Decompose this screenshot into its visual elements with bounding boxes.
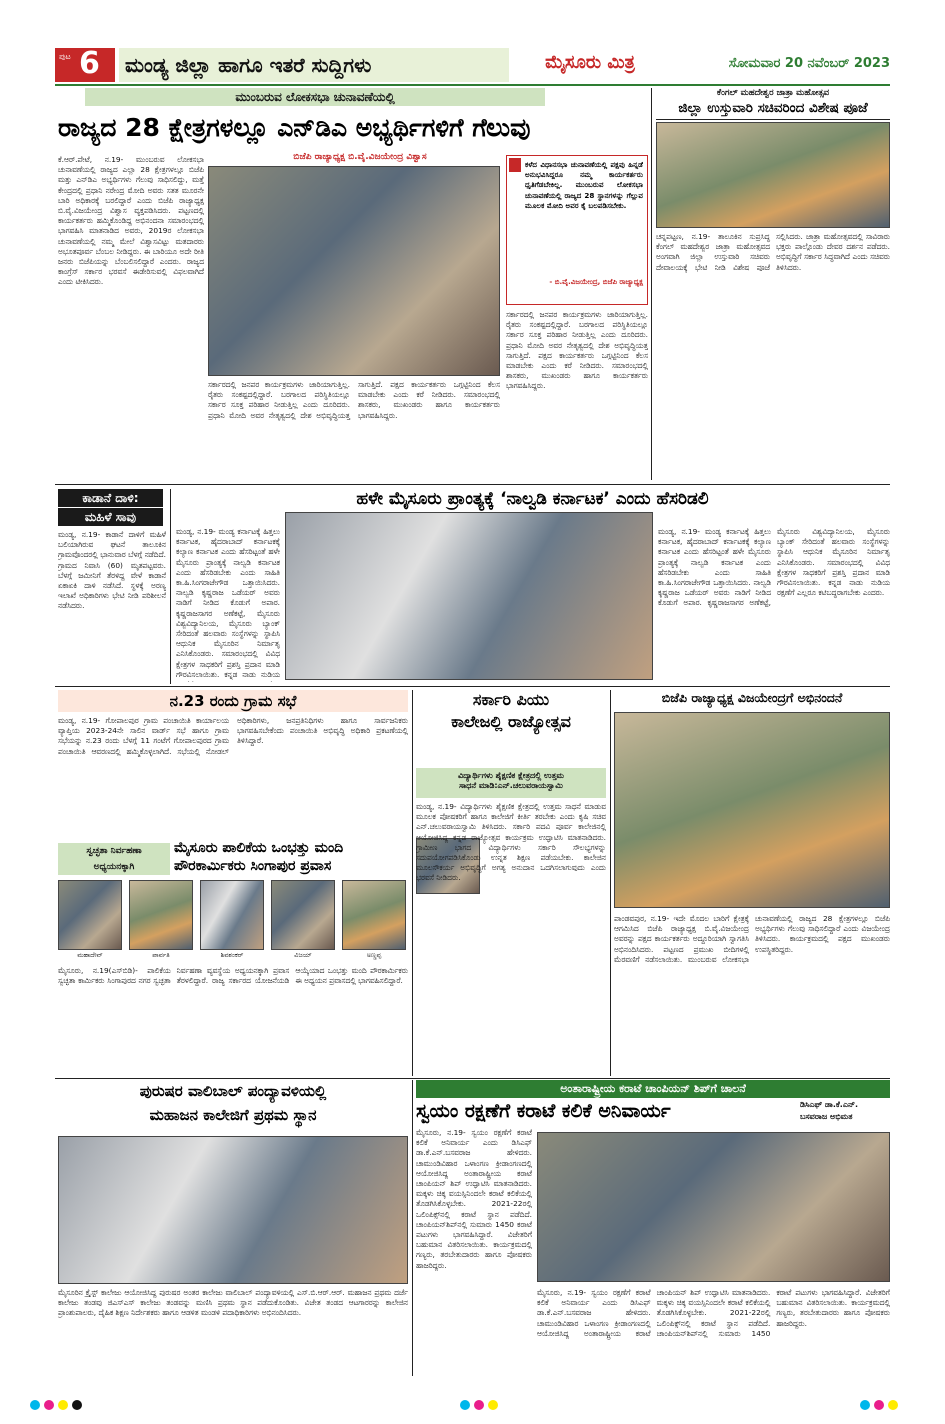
right-top-headline: ಜಿಲ್ಲಾ ಉಸ್ತುವಾರಿ ಸಚಿವರಿಂದ ವಿಶೇಷ ಪೂಜೆ <box>656 100 890 120</box>
portrait-photo <box>129 880 193 950</box>
registration-mark <box>474 1400 484 1410</box>
registration-mark <box>874 1400 884 1410</box>
story5-headline-2: ಕಾಲೇಜಲ್ಲಿ ರಾಜ್ಯೋತ್ಸವ <box>451 712 571 731</box>
story6-photo <box>614 712 890 908</box>
registration-mark <box>460 1400 470 1410</box>
story4-headline-1: ಮೈಸೂರು ಪಾಲಿಕೆಯ ಒಂಭತ್ತು ಮಂದಿ <box>174 840 344 856</box>
divider <box>651 88 652 480</box>
story5-kicker-2: ಸಾಧನೆ ಮಾಡಿ:ಎನ್.ಚಲುವರಾಯಸ್ವಾಮಿ <box>459 781 563 790</box>
story5-body: ಮಂಡ್ಯ, ನ.19- ವಿದ್ಯಾರ್ಥಿಗಳು ಶೈಕ್ಷಣಿಕ ಕ್ಷೇತ್ರದಲ್ಲಿ ಉತ್ತಮ ಸಾಧನೆ ಮಾಡುವ ಮೂಲಕ ಪೋಷಕರಿಗೆ ಹಾಗೂ ಕಾಲೇಜಿಗೆ ಕೀರ್ತಿ ತರಬೇಕು ಎಂದು ಕೃಷಿ ಸಚಿವ ಎನ್.ಚಲುವರಾಯಸ್ವಾಮಿ ತಿಳಿಸಿದರು. ಸರ್ಕಾರಿ ಪದವಿ ಪೂರ್ವ ಕಾಲೇಜಿನಲ್ಲಿ ಆಯೋಜಿಸಿದ್ದ ಕನ್ನಡ ರಾಜ್ಯೋತ್ಸವ ಕಾರ್ಯಕ್ರಮ ಉದ್ಘಾಟಿಸಿ ಮಾತನಾಡಿದರು. ಗ್ರಾಮೀಣ ಭಾಗದ ವಿದ್ಯಾರ್ಥಿಗಳು ಸರ್ಕಾರಿ ಸೌಲಭ್ಯಗಳನ್ನು ಸದುಪಯೋಗಪಡಿಸಿಕೊಂಡು ಉನ್ನತ ಶಿಕ್ಷಣ ಪಡೆಯಬೇಕು. ಕಾಲೇಜಿನ ಮೂಲಸೌಕರ್ಯ ಅಭಿವೃದ್ಧಿಗೆ ಅಗತ್ಯ ಅನುದಾನ ಒದಗಿಸಲಾಗುವುದು ಎಂದು ಭರವಸೆ ನೀಡಿದರು. <box>416 802 606 883</box>
portrait-caption: ಅಣ್ಣಪ್ಪ <box>366 951 382 959</box>
story7-body: ಮೈಸೂರಿನ ಕ್ರೈಸ್ಟ್ ಕಾಲೇಜು ಆಯೋಜಿಸಿದ್ದ ಪುರುಷರ ಅಂತರ ಕಾಲೇಜು ವಾಲಿಬಾಲ್ ಪಂದ್ಯಾವಳಿಯಲ್ಲಿ ಎಸ್.ಬಿ.ಆರ್.ಆರ್. ಮಹಾಜನ ಪ್ರಥಮ ದರ್ಜೆ ಕಾಲೇಜು ತಂಡವು ಜಿಎಸ್‌ಎಸ್ ಕಾಲೇಜು ತಂಡವನ್ನು ಮಣಿಸಿ ಪ್ರಥಮ ಸ್ಥಾನ ಪಡೆದುಕೊಂಡಿತು. ವಿಜೇತ ತಂಡದ ಆಟಗಾರರನ್ನು ಕಾಲೇಜಿನ ಪ್ರಾಂಶುಪಾಲರು, ದೈಹಿಕ ಶಿಕ್ಷಣ ನಿರ್ದೇಶಕರು ಹಾಗೂ ಆಡಳಿತ ಮಂಡಳಿ ಪದಾಧಿಕಾರಿಗಳು ಅಭಿನಂದಿಸಿದರು. <box>58 1288 408 1318</box>
story6-body: ಪಾಂಡವಪುರ, ನ.19- ಇದೇ ಮೊದಲ ಬಾರಿಗೆ ಕ್ಷೇತ್ರಕ್ಕೆ ಆಗಮಿಸಿದ ಬಿಜೆಪಿ ರಾಜ್ಯಾಧ್ಯಕ್ಷ ಬಿ.ವೈ.ವಿಜಯೇಂದ್ರ ಅವರನ್ನು ಪಕ್ಷದ ಕಾರ್ಯಕರ್ತರು ಅದ್ದೂರಿಯಾಗಿ ಸ್ವಾಗತಿಸಿ ಅಭಿನಂದಿಸಿದರು. ಪಟ್ಟಣದ ಪ್ರಮುಖ ಬೀದಿಗಳಲ್ಲಿ ಮೆರವಣಿಗೆ ನಡೆಸಲಾಯಿತು. ಮುಂಬರುವ ಲೋಕಸಭಾ ಚುನಾವಣೆಯಲ್ಲಿ ರಾಜ್ಯದ 28 ಕ್ಷೇತ್ರಗಳಲ್ಲೂ ಬಿಜೆಪಿ ಅಭ್ಯರ್ಥಿಗಳು ಗೆಲುವು ಸಾಧಿಸಲಿದ್ದಾರೆ ಎಂದು ವಿಜಯೇಂದ್ರ ತಿಳಿಸಿದರು. ಕಾರ್ಯಕ್ರಮದಲ್ಲಿ ಪಕ್ಷದ ಮುಖಂಡರು ಉಪಸ್ಥಿತರಿದ್ದರು. <box>614 914 890 964</box>
registration-mark <box>888 1400 898 1410</box>
crime-kicker-1: ಕಾಡಾನೆ ದಾಳಿ: <box>58 489 163 507</box>
masthead-date: ಸೋಮವಾರ 20 ನವೆಂಬರ್ 2023 <box>728 56 890 71</box>
divider <box>55 686 890 687</box>
lead-kicker: ಮುಂಬರುವ ಲೋಕಸಭಾ ಚುನಾವಣೆಯಲ್ಲಿ <box>85 88 545 106</box>
story5-headline-1: ಸರ್ಕಾರಿ ಪಿಯು <box>472 690 550 709</box>
portrait-photo <box>200 880 264 950</box>
divider <box>412 690 413 1076</box>
story3-body: ಮಂಡ್ಯ, ನ.19- ಗೋಪಾಲಪುರ ಗ್ರಾಮ ಪಂಚಾಯಿತಿ ಕಾರ್ಯಾಲಯ ವ್ಯಾಪ್ತಿಯ 2023-24ನೇ ಸಾಲಿನ ವಾರ್ಡ್ ಸಭೆ ಹಾಗೂ ಗ್ರಾಮ ಸಭೆಯನ್ನು ನ.23 ರಂದು ಬೆಳಗ್ಗೆ 11 ಗಂಟೆಗೆ ಗೋಪಾಲಪುರದ ಗ್ರಾಮ ಪಂಚಾಯಿತಿ ಆವರಣದಲ್ಲಿ ಹಮ್ಮಿಕೊಳ್ಳಲಾಗಿದೆ. ಸಭೆಯಲ್ಲಿ ನೋಡಲ್ ಅಧಿಕಾರಿಗಳು, ಜನಪ್ರತಿನಿಧಿಗಳು ಹಾಗೂ ಸಾರ್ವಜನಿಕರು ಭಾಗವಹಿಸಬೇಕೆಂದು ಪಂಚಾಯಿತಿ ಅಭಿವೃದ್ಧಿ ಅಧಿಕಾರಿ ಪ್ರಕಟಣೆಯಲ್ಲಿ ತಿಳಿಸಿದ್ದಾರೆ. <box>58 716 408 756</box>
portrait-photo <box>58 880 122 950</box>
divider <box>610 690 611 1076</box>
story5-kicker-box <box>416 768 606 798</box>
story2-body-right: ಮಂಡ್ಯ, ನ.19- ಮಂಡ್ಯ ಕರ್ನಾಟಕ್ಕೆ ಹಿತ್ತಲು ಕರ್ನಾಟಕ, ಹೈದರಾಬಾದ್ ಕರ್ನಾಟಕಕ್ಕೆ ಕಲ್ಯಾಣ ಕರ್ನಾಟಕ ಎಂದು ಹೆಸರಿಟ್ಟಂತೆ ಹಳೇ ಮೈಸೂರು ಪ್ರಾಂತ್ಯಕ್ಕೆ ನಾಲ್ವಡಿ ಕರ್ನಾಟಕ ಎಂದು ಹೆಸರಿಡಬೇಕು ಎಂದು ಸಾಹಿತಿ ಕಾ.ಹಿ.ಸಿಂಗರಾಜೇಗೌಡ ಒತ್ತಾಯಿಸಿದರು. ನಾಲ್ವಡಿ ಕೃಷ್ಣರಾಜ ಒಡೆಯರ್ ಅವರು ನಾಡಿಗೆ ನೀಡಿದ ಕೊಡುಗೆ ಅಪಾರ. ಕೃಷ್ಣರಾಜಸಾಗರ ಅಣೆಕಟ್ಟೆ, ಮೈಸೂರು ವಿಶ್ವವಿದ್ಯಾನಿಲಯ, ಮೈಸೂರು ಬ್ಯಾಂಕ್ ಸೇರಿದಂತೆ ಹಲವಾರು ಸಂಸ್ಥೆಗಳನ್ನು ಸ್ಥಾಪಿಸಿ ಆಧುನಿಕ ಮೈಸೂರಿನ ನಿರ್ಮಾತೃ ಎನಿಸಿಕೊಂಡರು. ಸಮಾರಂಭದಲ್ಲಿ ವಿವಿಧ ಕ್ಷೇತ್ರಗಳ ಸಾಧಕರಿಗೆ ಪ್ರಶಸ್ತಿ ಪ್ರದಾನ ಮಾಡಿ ಗೌರವಿಸಲಾಯಿತು. ಕನ್ನಡ ನಾಡು ನುಡಿಯ ರಕ್ಷಣೆಗೆ ಎಲ್ಲರೂ ಕಟಿಬದ್ಧರಾಗಬೇಕು ಎಂದರು. <box>658 527 890 608</box>
story7-headline-2: ಮಹಾಜನ ಕಾಲೇಜಿಗೆ ಪ್ರಥಮ ಸ್ಥಾನ <box>149 1106 317 1124</box>
story8-body-right: ಮೈಸೂರು, ನ.19- ಸ್ವಯಂ ರಕ್ಷಣೆಗೆ ಕರಾಟೆ ಕಲಿಕೆ ಅನಿವಾರ್ಯ ಎಂದು ಡಿಸಿಎಫ್ ಡಾ.ಕೆ.ಎನ್.ಬಸವರಾಜ ಹೇಳಿದರು. ಚಾಮುಂಡಿವಿಹಾರ ಒಳಾಂಗಣ ಕ್ರೀಡಾಂಗಣದಲ್ಲಿ ಆಯೋಜಿಸಿದ್ದ ಅಂತಾರಾಷ್ಟ್ರೀಯ ಕರಾಟೆ ಚಾಂಪಿಯನ್ ಶಿಪ್ ಉದ್ಘಾಟಿಸಿ ಮಾತನಾಡಿದರು. ಮಕ್ಕಳು ಚಿಕ್ಕ ವಯಸ್ಸಿನಿಂದಲೇ ಕರಾಟೆ ಕಲಿಕೆಯಲ್ಲಿ ತೊಡಗಿಸಿಕೊಳ್ಳಬೇಕು. 2021-22ರಲ್ಲಿ ಒಲಿಂಪಿಕ್ಸ್‌ನಲ್ಲಿ ಕರಾಟೆ ಸ್ಥಾನ ಪಡೆದಿದೆ. ಚಾಂಪಿಯನ್‌ಶಿಪ್‌ನಲ್ಲಿ ಸುಮಾರು 1450 ಕರಾಟೆ ಪಟುಗಳು ಭಾಗವಹಿಸಿದ್ದಾರೆ. ವಿಜೇತರಿಗೆ ಬಹುಮಾನ ವಿತರಿಸಲಾಯಿತು. ಕಾರ್ಯಕ್ರಮದಲ್ಲಿ ಗಣ್ಯರು, ತರಬೇತುದಾರರು ಹಾಗೂ ಪೋಷಕರು ಹಾಜರಿದ್ದರು. <box>537 1288 890 1338</box>
page-label: ಪುಟ <box>59 52 71 61</box>
section-title: ಮಂಡ್ಯ ಜಿಲ್ಲಾ ಹಾಗೂ ಇತರೆ ಸುದ್ದಿಗಳು <box>119 48 509 82</box>
portrait-photo <box>271 880 335 950</box>
right-top-body: ಚನ್ನಪಟ್ಟಣ, ನ.19- ತಾಲೂಕಿನ ಸುಪ್ರಸಿದ್ಧ ಕೆಂಗಲ್ ಮಹದೇಶ್ವರ ಜಾತ್ರಾ ಮಹೋತ್ಸವದ ಅಂಗವಾಗಿ ಜಿಲ್ಲಾ ಉಸ್ತುವಾರಿ ಸಚಿವರು ದೇವಾಲಯಕ್ಕೆ ಭೇಟಿ ನೀಡಿ ವಿಶೇಷ ಪೂಜೆ ಸಲ್ಲಿಸಿದರು. ಜಾತ್ರಾ ಮಹೋತ್ಸವದಲ್ಲಿ ಸಾವಿರಾರು ಭಕ್ತರು ಪಾಲ್ಗೊಂಡು ದೇವರ ದರ್ಶನ ಪಡೆದರು. ಅಭಿವೃದ್ಧಿಗೆ ಸರ್ಕಾರ ಸಿದ್ಧವಾಗಿದೆ ಎಂದು ಸಚಿವರು ತಿಳಿಸಿದರು. <box>656 232 890 272</box>
portrait-caption: ಪಾರ್ವತಿ <box>152 951 170 959</box>
story4-kicker-2: ಅಧ್ಯಯನಕ್ಕಾಗಿ <box>58 859 170 875</box>
lead-col1: ಕೆ.ಆರ್.ಪೇಟೆ, ನ.19- ಮುಂಬರುವ ಲೋಕಸಭಾ ಚುನಾವಣೆಯಲ್ಲಿ ರಾಜ್ಯದ ಎಲ್ಲಾ 28 ಕ್ಷೇತ್ರಗಳಲ್ಲೂ ಬಿಜೆಪಿ ಮತ್ತು ಎನ್‌ಡಿಎ ಅಭ್ಯರ್ಥಿಗಳು ಗೆಲುವು ಸಾಧಿಸಲಿದ್ದು, ಮತ್ತೆ ಕೇಂದ್ರದಲ್ಲಿ ಪ್ರಧಾನಿ ನರೇಂದ್ರ ಮೋದಿ ಅವರು ಸತತ ಮೂರನೇ ಬಾರಿ ಅಧಿಕಾರಕ್ಕೆ ಬರಲಿದ್ದಾರೆ ಎಂದು ಬಿಜೆಪಿ ರಾಜ್ಯಾಧ್ಯಕ್ಷ ಬಿ.ವೈ.ವಿಜಯೇಂದ್ರ ವಿಶ್ವಾಸ ವ್ಯಕ್ತಪಡಿಸಿದರು. ಪಟ್ಟಣದಲ್ಲಿ ಕಾರ್ಯಕರ್ತರು ಹಮ್ಮಿಕೊಂಡಿದ್ದ ಅಭಿನಂದನಾ ಸಮಾರಂಭದಲ್ಲಿ ಭಾಗವಹಿಸಿ ಮಾತನಾಡಿದ ಅವರು, 2019ರ ಲೋಕಸಭಾ ಚುನಾವಣೆಯಲ್ಲಿ ನಮ್ಮ ಮೇಲೆ ವಿಶ್ವಾಸವಿಟ್ಟು ಮತದಾರರು ಅಭೂತಪೂರ್ವ ಬೆಂಬಲ ನೀಡಿದ್ದರು. ಈ ಬಾರಿಯೂ ಅದೇ ರೀತಿ ಜನರು ಬಿಜೆಪಿಯನ್ನು ಬೆಂಬಲಿಸಲಿದ್ದಾರೆ ಎಂದರು. ರಾಜ್ಯದ ಕಾಂಗ್ರೆಸ್ ಸರ್ಕಾರ ಭರವಸೆ ಈಡೇರಿಸುವಲ್ಲಿ ವಿಫಲವಾಗಿದೆ ಎಂದು ಟೀಕಿಸಿದರು. <box>58 155 204 287</box>
story2-photo <box>285 512 653 680</box>
story2-body-left: ಮಂಡ್ಯ, ನ.19- ಮಂಡ್ಯ ಕರ್ನಾಟಕ್ಕೆ ಹಿತ್ತಲು ಕರ್ನಾಟಕ, ಹೈದರಾಬಾದ್ ಕರ್ನಾಟಕಕ್ಕೆ ಕಲ್ಯಾಣ ಕರ್ನಾಟಕ ಎಂದು ಹೆಸರಿಟ್ಟಂತೆ ಹಳೇ ಮೈಸೂರು ಪ್ರಾಂತ್ಯಕ್ಕೆ ನಾಲ್ವಡಿ ಕರ್ನಾಟಕ ಎಂದು ಹೆಸರಿಡಬೇಕು ಎಂದು ಸಾಹಿತಿ ಕಾ.ಹಿ.ಸಿಂಗರಾಜೇಗೌಡ ಒತ್ತಾಯಿಸಿದರು. ನಾಲ್ವಡಿ ಕೃಷ್ಣರಾಜ ಒಡೆಯರ್ ಅವರು ನಾಡಿಗೆ ನೀಡಿದ ಕೊಡುಗೆ ಅಪಾರ. ಕೃಷ್ಣರಾಜಸಾಗರ ಅಣೆಕಟ್ಟೆ, ಮೈಸೂರು ವಿಶ್ವವಿದ್ಯಾನಿಲಯ, ಮೈಸೂರು ಬ್ಯಾಂಕ್ ಸೇರಿದಂತೆ ಹಲವಾರು ಸಂಸ್ಥೆಗಳನ್ನು ಸ್ಥಾಪಿಸಿ ಆಧುನಿಕ ಮೈಸೂರಿನ ನಿರ್ಮಾತೃ ಎನಿಸಿಕೊಂಡರು. ಸಮಾರಂಭದಲ್ಲಿ ವಿವಿಧ ಕ್ಷೇತ್ರಗಳ ಸಾಧಕರಿಗೆ ಪ್ರಶಸ್ತಿ ಪ್ರದಾನ ಮಾಡಿ ಗೌರವಿಸಲಾಯಿತು. ಕನ್ನಡ ನಾಡು ನುಡಿಯ <box>176 527 280 679</box>
portrait-photo <box>342 880 406 950</box>
registration-mark <box>488 1400 498 1410</box>
masthead <box>55 48 890 82</box>
lead-quote-box <box>506 155 648 305</box>
lead-col-mid: ಸರ್ಕಾರದಲ್ಲಿ ಜನಪರ ಕಾರ್ಯಕ್ರಮಗಳು ಜಾರಿಯಾಗುತ್ತಿಲ್ಲ. ರೈತರು ಸಂಕಷ್ಟದಲ್ಲಿದ್ದಾರೆ. ಬರಗಾಲದ ಪರಿಸ್ಥಿತಿಯಲ್ಲೂ ಸರ್ಕಾರ ಸೂಕ್ತ ಪರಿಹಾರ ನೀಡುತ್ತಿಲ್ಲ ಎಂದು ದೂರಿದರು. ಪ್ರಧಾನಿ ಮೋದಿ ಅವರ ನೇತೃತ್ವದಲ್ಲಿ ದೇಶ ಅಭಿವೃದ್ಧಿಯತ್ತ ಸಾಗುತ್ತಿದೆ. ಪಕ್ಷದ ಕಾರ್ಯಕರ್ತರು ಒಗ್ಗಟ್ಟಿನಿಂದ ಕೆಲಸ ಮಾಡಬೇಕು ಎಂದು ಕರೆ ನೀಡಿದರು. ಸಮಾರಂಭದಲ್ಲಿ ಶಾಸಕರು, ಮುಖಂಡರು ಹಾಗೂ ಕಾರ್ಯಕರ್ತರು ಭಾಗವಹಿಸಿದ್ದರು. <box>208 380 500 420</box>
story8-byline-2: ಬಸವರಾಜ ಅಭಿಮತ <box>800 1112 853 1121</box>
story5-kicker-1: ವಿದ್ಯಾರ್ಥಿಗಳು ಶೈಕ್ಷಣಿಕ ಕ್ಷೇತ್ರದಲ್ಲಿ ಉತ್ತಮ <box>458 771 564 780</box>
registration-mark <box>72 1400 82 1410</box>
registration-mark <box>58 1400 68 1410</box>
portrait-caption: ಮಹಾದೇವ್ <box>77 951 103 959</box>
registration-mark <box>30 1400 40 1410</box>
story8-body-left: ಮೈಸೂರು, ನ.19- ಸ್ವಯಂ ರಕ್ಷಣೆಗೆ ಕರಾಟೆ ಕಲಿಕೆ ಅನಿವಾರ್ಯ ಎಂದು ಡಿಸಿಎಫ್ ಡಾ.ಕೆ.ಎನ್.ಬಸವರಾಜ ಹೇಳಿದರು. ಚಾಮುಂಡಿವಿಹಾರ ಒಳಾಂಗಣ ಕ್ರೀಡಾಂಗಣದಲ್ಲಿ ಆಯೋಜಿಸಿದ್ದ ಅಂತಾರಾಷ್ಟ್ರೀಯ ಕರಾಟೆ ಚಾಂಪಿಯನ್ ಶಿಪ್ ಉದ್ಘಾಟಿಸಿ ಮಾತನಾಡಿದರು. ಮಕ್ಕಳು ಚಿಕ್ಕ ವಯಸ್ಸಿನಿಂದಲೇ ಕರಾಟೆ ಕಲಿಕೆಯಲ್ಲಿ ತೊಡಗಿಸಿಕೊಳ್ಳಬೇಕು. 2021-22ರಲ್ಲಿ ಒಲಿಂಪಿಕ್ಸ್‌ನಲ್ಲಿ ಕರಾಟೆ ಸ್ಥಾನ ಪಡೆದಿದೆ. ಚಾಂಪಿಯನ್‌ಶಿಪ್‌ನಲ್ಲಿ ಸುಮಾರು 1450 ಕರಾಟೆ ಪಟುಗಳು ಭಾಗವಹಿಸಿದ್ದಾರೆ. ವಿಜೇತರಿಗೆ ಬಹುಮಾನ ವಿತರಿಸಲಾಯಿತು. ಕಾರ್ಯಕ್ರಮದಲ್ಲಿ ಗಣ್ಯರು, ತರಬೇತುದಾರರು ಹಾಗೂ ಪೋಷಕರು ಹಾಜರಿದ್ದರು. <box>416 1128 532 1270</box>
story6-headline: ಬಿಜೆಪಿ ರಾಜ್ಯಾಧ್ಯಕ್ಷ ವಿಜಯೇಂದ್ರಗೆ ಅಭಿನಂದನೆ <box>661 690 843 705</box>
story8-headline: ಸ್ವಯಂ ರಕ್ಷಣೆಗೆ ಕರಾಟೆ ಕಲಿಕೆ ಅನಿವಾರ್ಯ <box>416 1100 671 1122</box>
story3-headline: ನ.23 ರಂದು ಗ್ರಾಮ ಸಭೆ <box>58 690 408 712</box>
divider <box>55 484 890 485</box>
story7-headline-1: ಪುರುಷರ ವಾಲಿಬಾಲ್ ಪಂದ್ಯಾವಳಿಯಲ್ಲಿ <box>139 1082 327 1100</box>
right-top-photo <box>656 122 890 228</box>
lead-col4: ಸರ್ಕಾರದಲ್ಲಿ ಜನಪರ ಕಾರ್ಯಕ್ರಮಗಳು ಜಾರಿಯಾಗುತ್ತಿಲ್ಲ. ರೈತರು ಸಂಕಷ್ಟದಲ್ಲಿದ್ದಾರೆ. ಬರಗಾಲದ ಪರಿಸ್ಥಿತಿಯಲ್ಲೂ ಸರ್ಕಾರ ಸೂಕ್ತ ಪರಿಹಾರ ನೀಡುತ್ತಿಲ್ಲ ಎಂದು ದೂರಿದರು. ಪ್ರಧಾನಿ ಮೋದಿ ಅವರ ನೇತೃತ್ವದಲ್ಲಿ ದೇಶ ಅಭಿವೃದ್ಧಿಯತ್ತ ಸಾಗುತ್ತಿದೆ. ಪಕ್ಷದ ಕಾರ್ಯಕರ್ತರು ಒಗ್ಗಟ್ಟಿನಿಂದ ಕೆಲಸ ಮಾಡಬೇಕು ಎಂದು ಕರೆ ನೀಡಿದರು. ಸಮಾರಂಭದಲ್ಲಿ ಶಾಸಕರು, ಮುಖಂಡರು ಹಾಗೂ ಕಾರ್ಯಕರ್ತರು ಭಾಗವಹಿಸಿದ್ದರು. <box>506 310 648 391</box>
divider <box>412 1080 413 1376</box>
story4-portraits <box>58 880 408 962</box>
divider <box>170 489 171 684</box>
story7-photo <box>58 1136 408 1284</box>
story8-photo <box>537 1132 890 1282</box>
story4-headline-2: ಪೌರಕಾರ್ಮಿಕರು ಸಿಂಗಾಪುರ ಪ್ರವಾಸ <box>174 858 332 874</box>
lead-quote-by: - ಬಿ.ವೈ.ವಿಜಯೇಂದ್ರ, ಬಿಜೆಪಿ ರಾಜ್ಯಾಧ್ಯಕ್ಷ <box>549 278 643 286</box>
lead-subhead: ಬಿಜೆಪಿ ರಾಜ್ಯಾಧ್ಯಕ್ಷ ಬಿ.ವೈ.ವಿಜಯೇಂದ್ರ ವಿಶ್ವಾಸ <box>293 152 427 162</box>
story8-byline-1: ಡಿಸಿಎಫ್ ಡಾ.ಕೆ.ಎನ್. <box>800 1100 859 1109</box>
registration-mark <box>860 1400 870 1410</box>
paper-name: ಮೈಸೂರು ಮಿತ್ರ <box>545 52 635 73</box>
registration-mark <box>44 1400 54 1410</box>
lead-photo <box>208 166 500 376</box>
right-top-kicker: ಕೆಂಗಲ್ ಮಹದೇಶ್ವರ ಜಾತ್ರಾ ಮಹೋತ್ಸವ <box>716 88 830 98</box>
page-number: 6 <box>79 46 100 81</box>
portrait-caption: ವಿಜಯ್ <box>294 951 312 959</box>
crime-kicker-2: ಮಹಿಳೆ ಸಾವು <box>58 508 163 526</box>
story4-kicker-1: ಸ್ವಚ್ಛತಾ ನಿರ್ವಹಣಾ <box>58 843 170 859</box>
lead-headline: ರಾಜ್ಯದ 28 ಕ್ಷೇತ್ರಗಳಲ್ಲೂ ಎನ್‌ಡಿಎ ಅಭ್ಯರ್ಥಿಗಳಿಗೆ ಗೆಲುವು <box>58 113 531 142</box>
story4-body: ಮೈಸೂರು, ನ.19(ಎಸ್‌ಬಿಡಿ)- ಪಾಲಿಕೆಯ ಸ್ವಚ್ಛತಾ ಕಾರ್ಮಿಕರು ಸಿಂಗಾಪುರದ ನಗರ ಸ್ವಚ್ಛತಾ ನಿರ್ವಹಣಾ ವ್ಯವಸ್ಥೆಯ ಅಧ್ಯಯನಕ್ಕಾಗಿ ಪ್ರವಾಸ ತೆರಳಲಿದ್ದಾರೆ. ರಾಜ್ಯ ಸರ್ಕಾರದ ಯೋಜನೆಯಡಿ ಆಯ್ಕೆಯಾದ ಒಂಭತ್ತು ಮಂದಿ ಪೌರಕಾರ್ಮಿಕರು ಈ ಅಧ್ಯಯನ ಪ್ರವಾಸದಲ್ಲಿ ಭಾಗವಹಿಸಲಿದ್ದಾರೆ. <box>58 966 408 986</box>
page-number-box <box>55 48 115 82</box>
masthead-rule <box>55 84 890 86</box>
lead-quote: ಕಳೆದ ವಿಧಾನಸಭಾ ಚುನಾವಣೆಯಲ್ಲಿ ಪಕ್ಷವು ಹಿನ್ನಡೆ ಅನುಭವಿಸಿದ್ದರೂ ನಮ್ಮ ಕಾರ್ಯಕರ್ತರು ಧೃತಿಗೆಡಬೇಕಿಲ್ಲ. ಮುಂಬರುವ ಲೋಕಸಭಾ ಚುನಾವಣೆಯಲ್ಲಿ ರಾಜ್ಯದ 28 ಸ್ಥಾನಗಳನ್ನು ಗೆಲ್ಲುವ ಮೂಲಕ ಮೋದಿ ಅವರ ಕೈ ಬಲಪಡಿಸಬೇಕು. <box>525 160 643 210</box>
story2-headline: ಹಳೇ ಮೈಸೂರು ಪ್ರಾಂತ್ಯಕ್ಕೆ ‘ನಾಲ್ವಡಿ ಕರ್ನಾಟಕ’ ಎಂದು ಹೆಸರಿಡಲಿ <box>356 489 709 509</box>
story8-kicker: ಅಂತಾರಾಷ್ಟ್ರೀಯ ಕರಾಟೆ ಚಾಂಪಿಯನ್ ಶಿಪ್‌ಗೆ ಚಾಲನೆ <box>416 1080 890 1098</box>
crime-body: ಮಂಡ್ಯ, ನ.19- ಕಾಡಾನೆ ದಾಳಿಗೆ ಮಹಿಳೆ ಬಲಿಯಾಗಿರುವ ಘಟನೆ ತಾಲೂಕಿನ ಗ್ರಾಮವೊಂದರಲ್ಲಿ ಭಾನುವಾರ ಬೆಳಗ್ಗೆ ನಡೆದಿದೆ. ಗ್ರಾಮದ ನಿವಾಸಿ (60) ಮೃತಪಟ್ಟವರು. ಬೆಳಗ್ಗೆ ಜಮೀನಿಗೆ ತೆರಳಿದ್ದ ವೇಳೆ ಕಾಡಾನೆ ಏಕಾಏಕಿ ದಾಳಿ ನಡೆಸಿದೆ. ಸ್ಥಳಕ್ಕೆ ಅರಣ್ಯ ಇಲಾಖೆ ಅಧಿಕಾರಿಗಳು ಭೇಟಿ ನೀಡಿ ಪರಿಶೀಲನೆ ನಡೆಸಿದರು. <box>58 530 166 611</box>
divider <box>55 1078 890 1079</box>
quote-icon <box>509 158 521 172</box>
portrait-caption: ಶಿವಶಂಕರ್ <box>220 951 244 959</box>
